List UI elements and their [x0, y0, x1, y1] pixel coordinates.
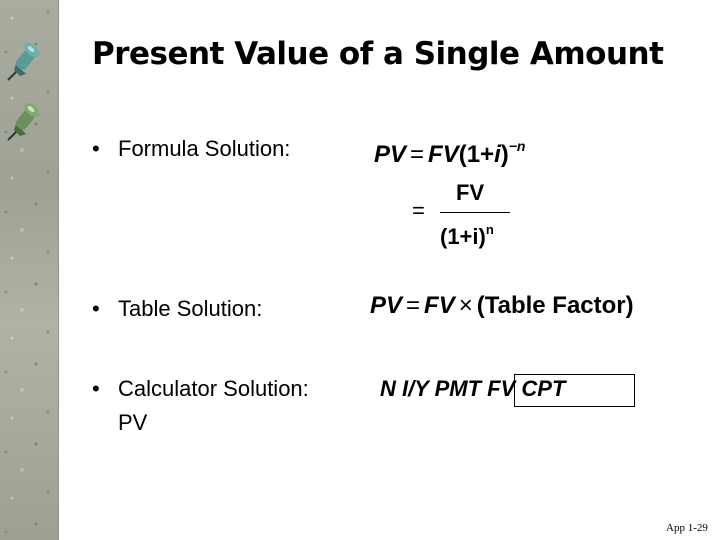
fraction-bar — [440, 212, 510, 213]
denominator-exponent: n — [485, 222, 494, 237]
table-factor: (Table Factor) — [476, 292, 634, 319]
strip-divider — [58, 0, 59, 540]
fraction-denominator — [440, 222, 494, 250]
rate-symbol: i — [494, 141, 501, 168]
push-pin-icon — [6, 102, 44, 142]
one-plus: (1+ — [458, 141, 495, 168]
bullet-dot: • — [92, 296, 100, 321]
table-formula — [370, 292, 634, 320]
bullet-table-solution — [92, 296, 262, 322]
bullet-dot: • — [92, 376, 100, 401]
equals-sign: = — [406, 292, 421, 319]
calculator-keys-box — [514, 374, 635, 407]
negative-n-exponent: −n — [508, 138, 526, 154]
bullet-label: Calculator Solution: — [118, 376, 309, 401]
equals-sign-second-line: = — [412, 198, 425, 223]
pv-formula — [374, 138, 525, 169]
bullet-continuation: PV — [118, 410, 148, 435]
close-paren: ) — [500, 141, 509, 168]
denominator-base: (1+i) — [440, 224, 486, 249]
fv-symbol: FV — [428, 141, 459, 168]
calculator-keys: N I/Y PMT FV CPT — [380, 376, 566, 401]
times-sign: × — [458, 292, 473, 319]
bullet-label: Table Solution: — [118, 296, 263, 321]
page-label: App 1-29 — [666, 522, 708, 534]
bullet-dot: • — [92, 136, 100, 161]
push-pin-icon — [6, 42, 44, 82]
pv-symbol: PV — [370, 292, 403, 319]
fv-symbol: FV — [424, 292, 455, 319]
bullet-formula-solution — [92, 136, 290, 162]
bullet-label: Formula Solution: — [118, 136, 291, 161]
pv-symbol: PV — [374, 141, 407, 168]
bullet-calculator-solution — [92, 376, 309, 402]
fraction-numerator: FV — [456, 180, 485, 205]
slide-title: Present Value of a Single Amount — [92, 36, 664, 72]
equals-sign: = — [410, 141, 425, 168]
